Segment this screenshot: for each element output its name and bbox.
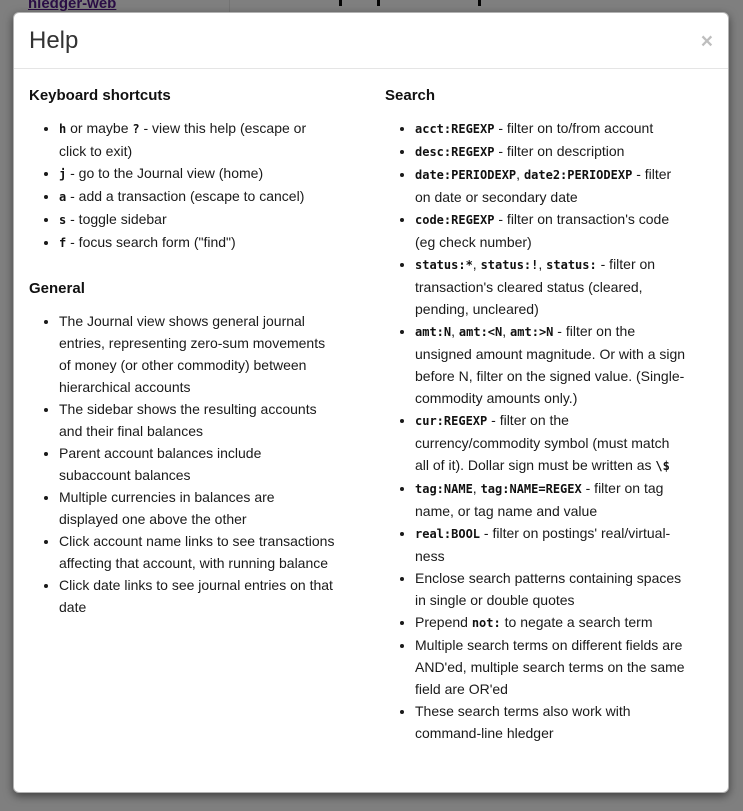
help-list-item: • Enclose search patterns containing spaces in single or double quotes: [415, 567, 687, 611]
modal-close-button[interactable]: [701, 31, 713, 52]
help-list-item: • code:REGEXP - filter on transaction's code (eg check number): [415, 208, 687, 253]
help-list-item: • Multiple currencies in balances are displayed one above the other: [59, 486, 335, 530]
modal-header: [14, 13, 728, 69]
code-term: s: [59, 213, 67, 227]
help-section: [29, 280, 335, 618]
help-list-item: • real:BOOL - filter on postings' real/virtual-ness: [415, 522, 687, 567]
help-list-item: • Parent account balances include subaccount balances: [59, 442, 335, 486]
help-list-item: • The Journal view shows general journal entries, representing zero-sum movements of money (or other commodity) between hierarchical accounts: [59, 310, 335, 398]
help-list-item: • f - focus search form ("find"): [59, 231, 335, 254]
code-term: amt:N: [415, 325, 452, 339]
help-list-item: • date:PERIODEXP, date2:PERIODEXP - filter on date or secondary date: [415, 163, 687, 208]
close-icon: ×: [700, 30, 713, 53]
code-term: acct:REGEXP: [415, 122, 495, 136]
help-list-item: • status:*, status:!, status: - filter on transaction's cleared status (cleared, pending, uncleared): [415, 253, 687, 320]
help-column-right: [371, 87, 713, 754]
code-term: date:PERIODEXP: [415, 168, 517, 182]
help-section: [385, 87, 687, 744]
help-list-item: • h or maybe ? - view this help (escape or click to exit): [59, 117, 335, 162]
help-modal: [13, 12, 729, 793]
code-term: amt:<N: [458, 325, 503, 339]
code-term: real:BOOL: [415, 527, 481, 541]
help-section: [29, 87, 335, 254]
code-term: date2:PERIODEXP: [523, 168, 633, 182]
code-term: j: [59, 167, 67, 181]
help-list: [385, 117, 687, 744]
help-list-item: • The sidebar shows the resulting accounts and their final balances: [59, 398, 335, 442]
code-term: status:!: [480, 258, 539, 272]
code-term: tag:NAME: [415, 482, 473, 496]
help-list-item: • amt:N, amt:<N, amt:>N - filter on the unsigned amount magnitude. Or with a sign before N, filter on the signed value. (Single-commodity amounts only.): [415, 320, 687, 409]
code-term: status:*: [415, 258, 473, 272]
help-list: [29, 310, 335, 618]
code-term: cur:REGEXP: [415, 414, 488, 428]
section-heading: General: [29, 280, 85, 297]
section-heading: Keyboard shortcuts: [29, 87, 171, 104]
help-column-left: [29, 87, 371, 628]
help-list-item: • acct:REGEXP - filter on to/from account: [415, 117, 687, 140]
help-list-item: • Click date links to see journal entries on that date: [59, 574, 335, 618]
code-term: amt:>N: [510, 325, 554, 339]
code-term: code:REGEXP: [415, 213, 495, 227]
code-term: tag:NAME=REGEX: [480, 482, 582, 496]
code-term: \$: [655, 459, 670, 473]
help-list-item: • j - go to the Journal view (home): [59, 162, 335, 185]
help-list-item: • s - toggle sidebar: [59, 208, 335, 231]
code-term: desc:REGEXP: [415, 145, 495, 159]
section-heading: Search: [385, 87, 436, 104]
code-term: h: [59, 122, 67, 136]
modal-title: Help: [29, 27, 79, 54]
code-term: not:: [471, 616, 501, 630]
help-list-item: • These search terms also work with command-line hledger: [415, 700, 687, 744]
help-list-item: • Click account name links to see transactions affecting that account, with running balance: [59, 530, 335, 574]
code-term: f: [59, 236, 67, 250]
help-list-item: • desc:REGEXP - filter on description: [415, 140, 687, 163]
code-term: ?: [132, 122, 140, 136]
help-list-item: • tag:NAME, tag:NAME=REGEX - filter on tag name, or tag name and value: [415, 477, 687, 522]
code-term: status:: [546, 258, 597, 272]
code-term: a: [59, 190, 67, 204]
help-list-item: • Multiple search terms on different fields are AND'ed, multiple search terms on the same field are OR'ed: [415, 634, 687, 700]
help-list: [29, 117, 335, 254]
modal-body: [14, 69, 728, 769]
help-list-item: • a - add a transaction (escape to cancel): [59, 185, 335, 208]
help-list-item: • cur:REGEXP - filter on the currency/commodity symbol (must match all of it). Dollar sign must be written as \$: [415, 409, 687, 477]
help-list-item: • Prepend not: to negate a search term: [415, 611, 687, 634]
